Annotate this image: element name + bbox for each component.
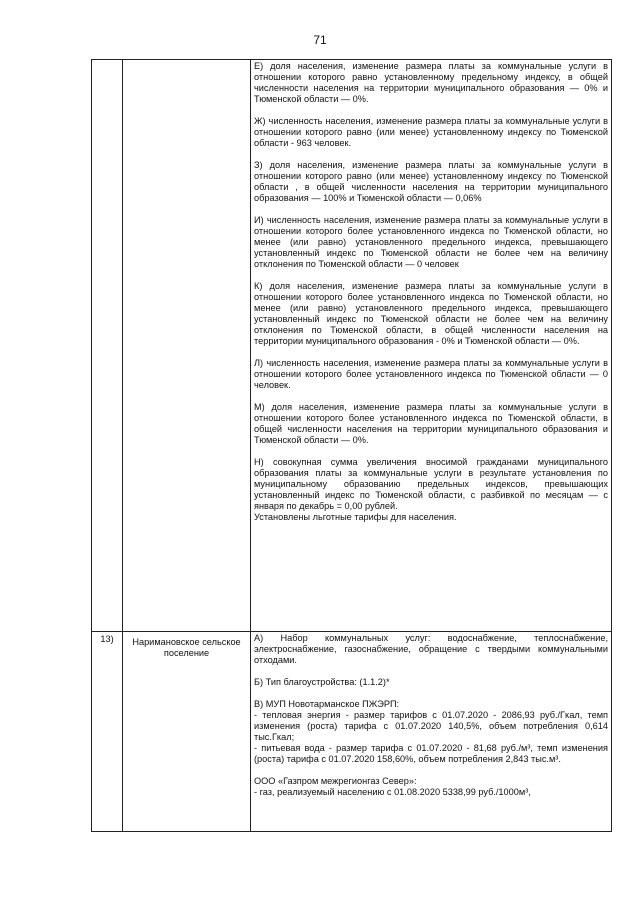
paragraph-benefit-tariffs: Установлены льготные тарифы для населения. bbox=[254, 512, 457, 522]
paragraph-drinking-water: - питьевая вода - размер тарифа с 01.07.2020 - 81,68 руб./м³, темп изменения (роста) тарифа с 01.07.2020 158,60%, объем потребления 2,843 тыс.м³. bbox=[254, 743, 608, 764]
paragraph-v-header: В) МУП Новотарманское ПЖЭРП: bbox=[254, 699, 400, 709]
paragraph-a: А) Набор коммунальных услуг: водоснабжение, теплоснабжение, электроснабжение, газоснабжение, обращение с твердыми коммунальными отходами. bbox=[254, 633, 608, 665]
paragraph-l: Л) численность населения, изменение размера платы за коммунальные услуги в отношении которого более установленного индекса по Тюменской области — 0 человек. bbox=[254, 358, 608, 390]
table-row bbox=[92, 632, 612, 832]
row-number-cell bbox=[92, 60, 123, 632]
paragraph-k: К) доля населения, изменение размера платы за коммунальные услуги в отношении которого более установленного индекса по Тюменской области, но менее (или равно) установленного предельного индекса, превышающего установленный индекс по Тюменской области не более чем на величину отклонения по Тюменской области, в общей численности населения на территории муниципального образования - 0% и Тюменской области — 0%. bbox=[254, 281, 608, 346]
document-table bbox=[91, 59, 612, 832]
paragraph-heat-energy: - тепловая энергия - размер тарифов с 01.07.2020 - 2086,93 руб./Гкал, темп изменения (роста) тарифа с 01.07.2020 140,5%, объем потребления 0,614 тыс.Гкал; bbox=[254, 710, 608, 742]
paragraph-zh: Ж) численность населения, изменение размера платы за коммунальные услуги в отношении которого равно (или менее) установленному индексу по Тюменской области - 963 человек. bbox=[254, 116, 608, 148]
description-cell bbox=[251, 60, 612, 632]
paragraph-i: И) численность населения, изменение размера платы за коммунальные услуги в отношении которого более установленного индекса по Тюменской области, но менее (или равно) установленного предельного индекса, превышающего установленный индекс по Тюменской области не более чем на величину отклонения по Тюменской области — 0 человек bbox=[254, 215, 608, 269]
table-row bbox=[92, 60, 612, 632]
paragraph-gas-supplier: ООО «Газпром межрегионгаз Север»: bbox=[254, 776, 417, 786]
municipality-name-cell: Наримановское сельское поселение bbox=[123, 632, 251, 832]
paragraph-e: Е) доля населения, изменение размера платы за коммунальные услуги в отношении которого равно установленному предельному индексу, в общей численности населения на территории муниципального образования — 0% и Тюменской области — 0%. bbox=[254, 61, 608, 104]
description-cell bbox=[251, 632, 612, 832]
page-number: 71 bbox=[313, 33, 327, 47]
row-number-cell: 13) bbox=[92, 632, 123, 832]
paragraph-n: Н) совокупная сумма увеличения вносимой гражданами муниципального образования платы за коммунальные услуги в результате установления по муниципальному образованию предельных индексов, превышающих установленный индекс по Тюменской области, с разбивкой по месяцам — с января по декабрь = 0,00 рублей. bbox=[254, 457, 608, 511]
municipality-name-cell bbox=[123, 60, 251, 632]
paragraph-gas-tariff: - газ, реализуемый населению с 01.08.2020 5338,99 руб./1000м³, bbox=[254, 787, 531, 797]
paragraph-z: З) доля населения, изменение размера платы за коммунальные услуги в отношении которого равно (или менее) установленному индексу по Тюменской области , в общей численности населения на территории муниципального образования — 100% и Тюменской области — 0,06% bbox=[254, 160, 608, 203]
paragraph-b: Б) Тип благоустройства: (1.1.2)* bbox=[254, 677, 390, 687]
paragraph-m: М) доля населения, изменение размера платы за коммунальные услуги в отношении которого более установленного индекса по Тюменской области, в общей численности населения на территории муниципального образования и Тюменской области — 0%. bbox=[254, 402, 608, 445]
